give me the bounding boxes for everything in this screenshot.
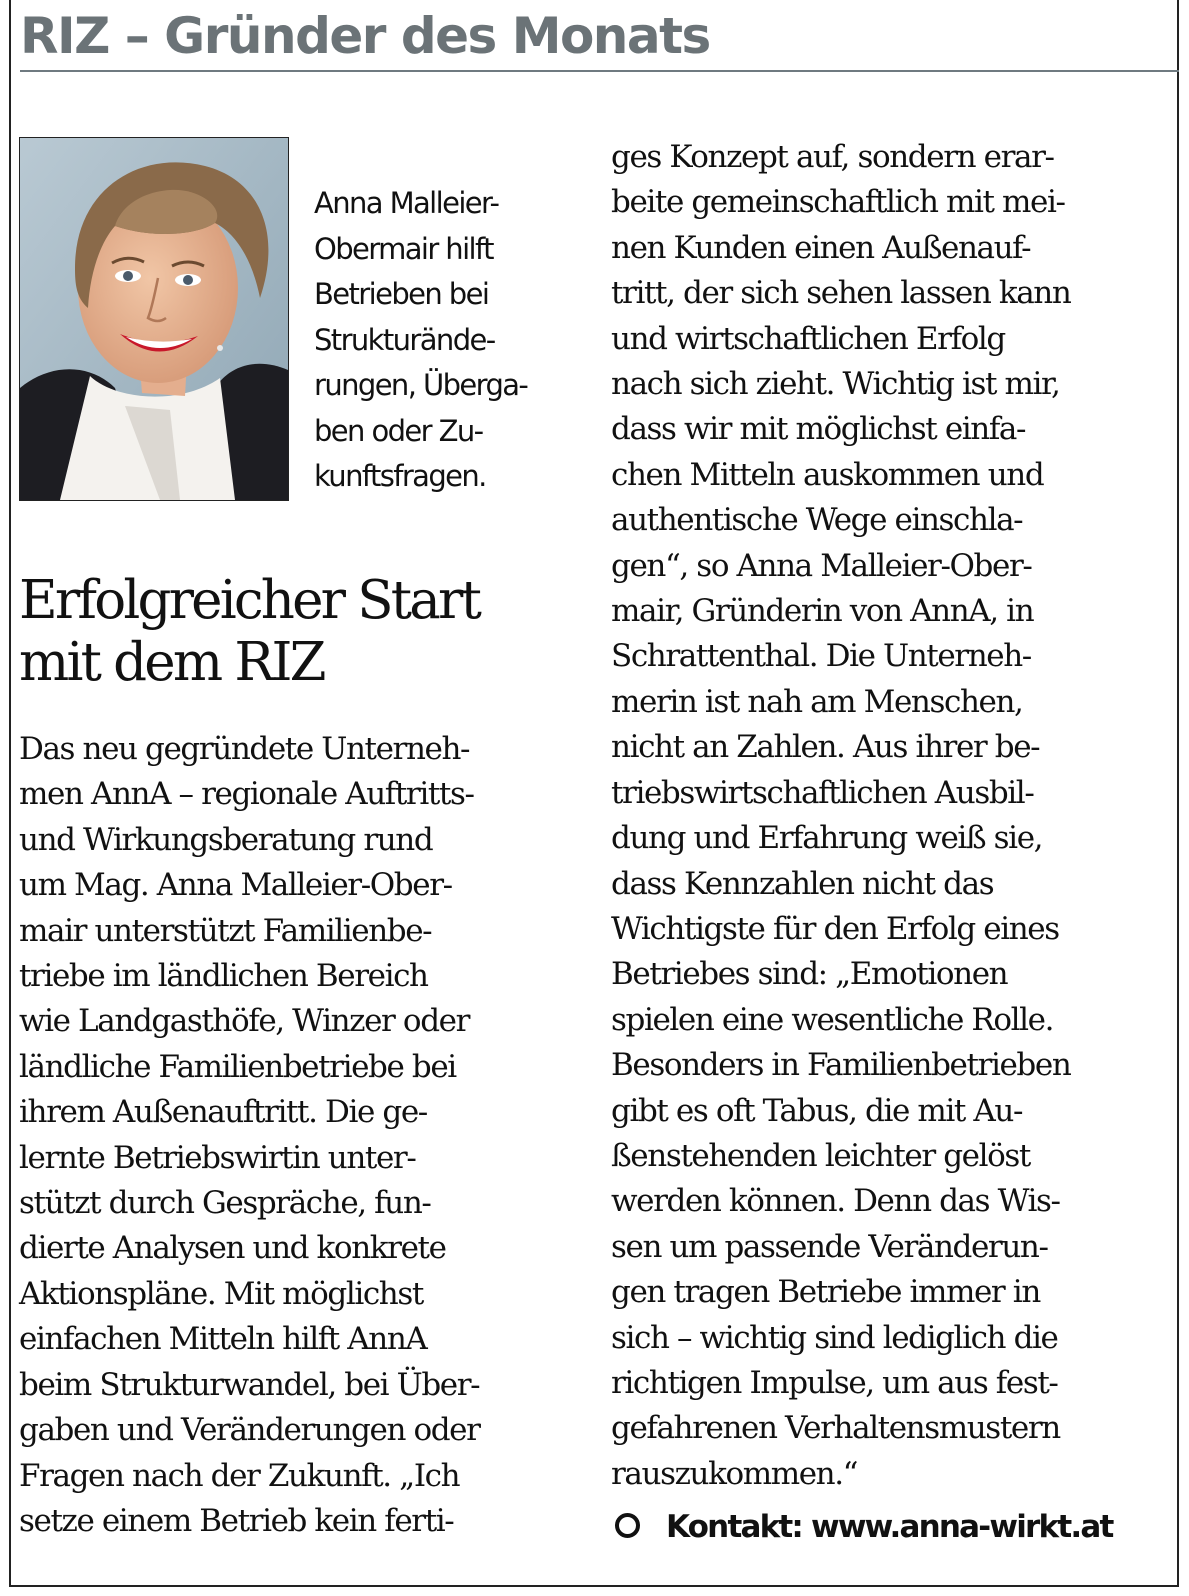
article-body-left-column bbox=[19, 727, 589, 1544]
body-line: dierte Analysen und konkrete bbox=[19, 1230, 446, 1267]
body-line: dass wir mit möglichst einfa- bbox=[611, 411, 1026, 448]
body-line: gaben und Veränderungen oder bbox=[19, 1412, 480, 1449]
contact-link[interactable]: Kontakt: www.anna-wirkt.at bbox=[666, 1509, 1113, 1545]
body-line: Aktionspläne. Mit möglichst bbox=[19, 1275, 423, 1312]
caption-line: Anna Malleier- bbox=[314, 186, 499, 220]
body-line: mair, Gründerin von AnnA, in bbox=[611, 593, 1034, 630]
caption-line: rungen, Überga- bbox=[314, 368, 528, 402]
body-line: beite gemeinschaftlich mit mei- bbox=[611, 184, 1065, 221]
body-line: tritt, der sich sehen lassen kann bbox=[611, 275, 1071, 312]
body-line: wie Landgasthöfe, Winzer oder bbox=[19, 1003, 469, 1040]
article-body-right-column bbox=[611, 135, 1171, 1497]
masthead-title: RIZ – Gründer des Monats bbox=[20, 7, 710, 65]
body-line: gen tragen Betriebe immer in bbox=[611, 1274, 1040, 1311]
body-line: Das neu gegründete Unterneh- bbox=[19, 731, 470, 767]
body-line: sich – wichtig sind lediglich die bbox=[611, 1319, 1058, 1356]
body-line: beim Strukturwandel, bei Über- bbox=[19, 1366, 480, 1403]
body-line: sen um passende Veränderun- bbox=[611, 1228, 1048, 1265]
body-line: chen Mitteln auskommen und bbox=[611, 456, 1044, 493]
headline-line: Erfolgreicher Start bbox=[19, 570, 480, 631]
portrait-illustration bbox=[20, 138, 288, 500]
body-line: nicht an Zahlen. Aus ihrer be- bbox=[611, 729, 1040, 766]
body-line: mair unterstützt Familienbe- bbox=[19, 912, 432, 949]
body-line: men AnnA – regionale Auftritts- bbox=[19, 776, 474, 813]
body-line: gibt es oft Tabus, die mit Au- bbox=[611, 1092, 1023, 1129]
body-line: nach sich zieht. Wichtig ist mir, bbox=[611, 366, 1060, 403]
body-line: rauszukommen.“ bbox=[611, 1455, 858, 1492]
body-line: Betriebes sind: „Emotionen bbox=[611, 956, 1008, 993]
caption-line: ben oder Zu- bbox=[314, 413, 483, 448]
photo-caption bbox=[314, 181, 579, 500]
body-line: triebe im ländlichen Bereich bbox=[19, 958, 428, 995]
body-line: einfachen Mitteln hilft AnnA bbox=[19, 1321, 427, 1358]
headline-line: mit dem RIZ bbox=[19, 632, 324, 693]
caption-line: Betrieben bei bbox=[314, 277, 489, 311]
body-line: und Wirkungsberatung rund bbox=[19, 821, 433, 858]
body-line: merin ist nah am Menschen, bbox=[611, 683, 1023, 720]
article-headline bbox=[19, 570, 579, 694]
circle-bullet-icon bbox=[615, 1513, 640, 1538]
body-line: Wichtigste für den Erfolg eines bbox=[611, 910, 1059, 947]
body-line: setze einem Betrieb kein ferti- bbox=[19, 1502, 454, 1539]
body-line: stützt durch Gespräche, fun- bbox=[19, 1185, 431, 1222]
body-line: richtigen Impulse, um aus fest- bbox=[611, 1364, 1058, 1401]
body-line: gen“, so Anna Malleier-Ober- bbox=[611, 547, 1032, 584]
body-line: ländliche Familienbetriebe bei bbox=[19, 1048, 456, 1085]
body-line: Fragen nach der Zukunft. „Ich bbox=[19, 1457, 460, 1494]
body-line: dung und Erfahrung weiß sie, bbox=[611, 820, 1043, 857]
caption-line: Obermair hilft bbox=[314, 231, 493, 266]
caption-line: kunftsfragen. bbox=[314, 459, 486, 493]
body-line: Besonders in Familienbetrieben bbox=[611, 1047, 1071, 1084]
contact-line bbox=[611, 1504, 1171, 1550]
body-line: lernte Betriebswirtin unter- bbox=[19, 1139, 416, 1176]
body-line: dass Kennzahlen nicht das bbox=[611, 865, 994, 902]
portrait-photo bbox=[19, 137, 289, 501]
body-line: werden können. Denn das Wis- bbox=[611, 1183, 1060, 1220]
body-line: spielen eine wesentliche Rolle. bbox=[611, 1001, 1054, 1038]
body-line: triebswirtschaftlichen Ausbil- bbox=[611, 774, 1034, 811]
masthead bbox=[20, 6, 1179, 72]
body-line: nen Kunden einen Außenauf- bbox=[611, 229, 1031, 266]
body-line: und wirtschaftlichen Erfolg bbox=[611, 320, 1005, 357]
body-line: ges Konzept auf, sondern erar- bbox=[611, 139, 1054, 175]
body-line: gefahrenen Verhaltensmustern bbox=[611, 1410, 1060, 1447]
body-line: authentische Wege einschla- bbox=[611, 502, 1023, 539]
caption-line: Strukturände- bbox=[314, 322, 495, 357]
body-line: Schrattenthal. Die Unterneh- bbox=[611, 638, 1031, 675]
body-line: ßenstehenden leichter gelöst bbox=[611, 1137, 1030, 1174]
body-line: ihrem Außenauftritt. Die ge- bbox=[19, 1094, 427, 1131]
body-line: um Mag. Anna Malleier-Ober- bbox=[19, 867, 452, 904]
